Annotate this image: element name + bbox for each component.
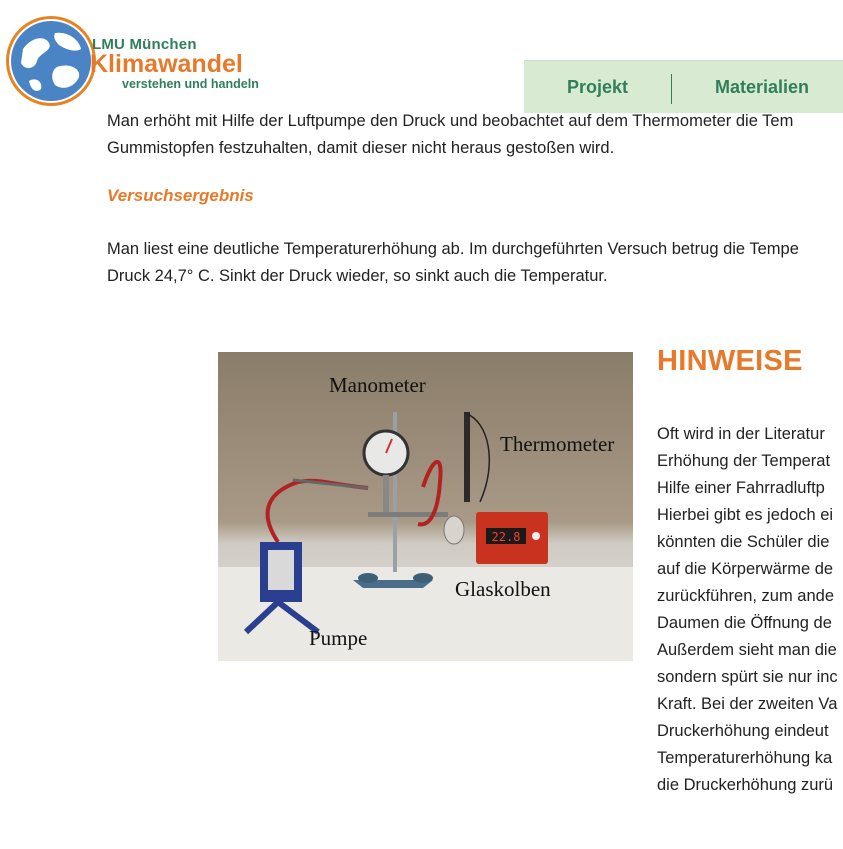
nav-item-projekt[interactable]: Projekt bbox=[567, 77, 629, 97]
intro-line: Gummistopfen festzuhalten, damit dieser nicht heraus gestoßen wird. bbox=[107, 139, 615, 157]
label-manometer: Manometer bbox=[329, 373, 426, 397]
hinweise-line: Erhöhung der Temperat bbox=[657, 452, 831, 470]
hinweise-line: zurückführen, zum ande bbox=[657, 587, 835, 605]
experiment-photo bbox=[218, 352, 633, 661]
hinweise-line: Hilfe einer Fahrradluftp bbox=[657, 479, 825, 497]
result-line: Man liest eine deutliche Temperaturerhöhung ab. Im durchgeführten Versuch betrug die Tempe bbox=[107, 240, 799, 258]
logo-title: Klimawandel bbox=[90, 50, 243, 78]
hinweise-line: Kraft. Bei der zweiten Va bbox=[657, 695, 838, 713]
hinweise-line: könnten die Schüler die bbox=[657, 533, 830, 551]
site-logo[interactable] bbox=[6, 16, 276, 108]
label-thermometer: Thermometer bbox=[500, 432, 615, 456]
nav-separator bbox=[671, 74, 672, 104]
nav-item-materialien[interactable]: Materialien bbox=[715, 77, 810, 97]
hinweise-heading: HINWEISE bbox=[657, 345, 803, 377]
result-heading: Versuchsergebnis bbox=[107, 186, 254, 205]
hinweise-line: sondern spürt sie nur inc bbox=[657, 668, 838, 686]
main-nav bbox=[524, 60, 843, 113]
hinweise-line: Außerdem sieht man die bbox=[657, 641, 837, 659]
hinweise-line: Druckerhöhung eindeut bbox=[657, 722, 829, 740]
hinweise-line: auf die Körperwärme de bbox=[657, 560, 834, 578]
label-glaskolben: Glaskolben bbox=[455, 577, 551, 601]
logo-university: LMU München bbox=[92, 36, 197, 53]
intro-line: Man erhöht mit Hilfe der Luftpumpe den Druck und beobachtet auf dem Thermometer die Tem bbox=[107, 112, 794, 130]
hinweise-line: Hierbei gibt es jedoch ei bbox=[657, 506, 834, 524]
intro-paragraph bbox=[107, 108, 793, 162]
logo-tagline: verstehen und handeln bbox=[122, 77, 259, 91]
thermometer-display: 22.8 bbox=[491, 530, 521, 544]
hinweise-line: Daumen die Öffnung de bbox=[657, 614, 832, 632]
hinweise-line: Temperaturerhöhung ka bbox=[657, 749, 833, 767]
globe-icon bbox=[6, 16, 96, 106]
hinweise-line: Oft wird in der Literatur bbox=[657, 425, 825, 443]
hinweise-line: die Druckerhöhung zurü bbox=[657, 776, 834, 794]
result-paragraph bbox=[107, 236, 799, 290]
hinweise-paragraph bbox=[657, 421, 838, 799]
result-line: Druck 24,7° C. Sinkt der Druck wieder, so sinkt auch die Temperatur. bbox=[107, 267, 608, 285]
label-pumpe: Pumpe bbox=[309, 626, 368, 650]
